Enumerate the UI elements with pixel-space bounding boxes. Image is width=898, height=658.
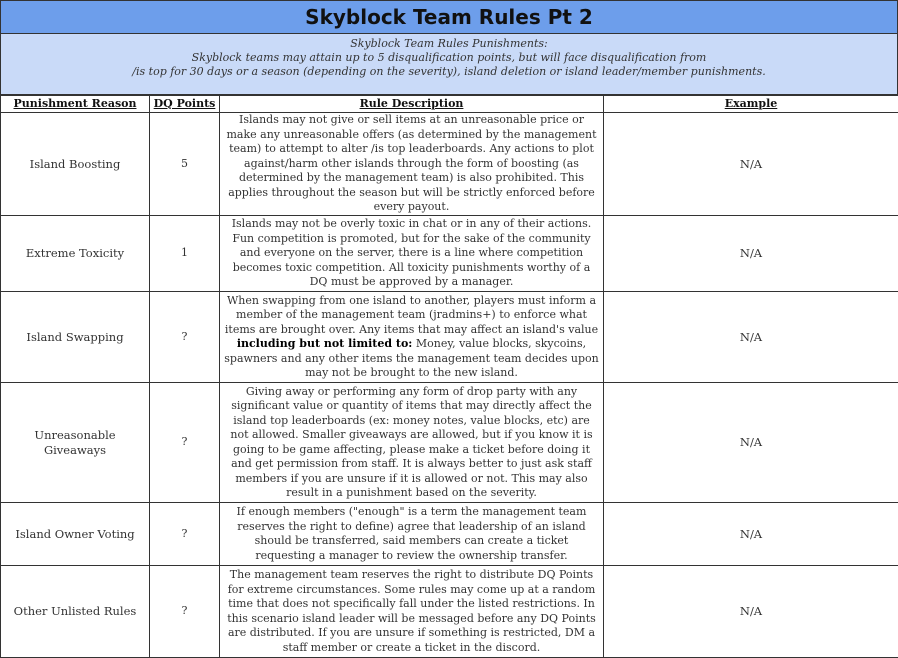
reason-cell[interactable]: Extreme Toxicity xyxy=(1,216,150,292)
points-cell[interactable]: ? xyxy=(150,566,220,658)
example-cell[interactable]: N/A xyxy=(604,292,898,383)
description-cell[interactable] xyxy=(220,292,604,383)
description-cell[interactable]: If enough members ("enough" is a term the management team reserves the right to define) agree that leadership of an island should be transferred, said members can create a ticket requesting a manager to review the ownership transfer. xyxy=(220,503,604,566)
header-punishment-reason[interactable]: Punishment Reason xyxy=(1,96,150,113)
subtitle-line-2: Skyblock teams may attain up to 5 disqualification points, but will face disqualification from xyxy=(191,51,707,64)
header-rule-description[interactable]: Rule Description xyxy=(220,96,604,113)
table-row xyxy=(1,503,898,566)
subtitle-block xyxy=(0,34,898,95)
example-cell[interactable]: N/A xyxy=(604,216,898,292)
reason-cell[interactable]: Other Unlisted Rules xyxy=(1,566,150,658)
example-cell[interactable]: N/A xyxy=(604,113,898,216)
sheet-title: Skyblock Team Rules Pt 2 xyxy=(0,0,898,34)
reason-cell[interactable]: Island Swapping xyxy=(1,292,150,383)
table-row xyxy=(1,292,898,383)
description-text: When swapping from one island to another, players must inform a member of the management team (jradmins+) to enforce what items are brought over. Any items that may affect an island's value xyxy=(224,293,599,336)
example-cell[interactable]: N/A xyxy=(604,383,898,503)
points-cell[interactable]: 5 xyxy=(150,113,220,216)
table-row xyxy=(1,216,898,292)
header-row xyxy=(1,96,898,113)
table-row xyxy=(1,566,898,658)
description-text: Money, value blocks, skycoins, spawners and any other items the management team decides upon may not be brought to the new island. xyxy=(224,337,599,379)
subtitle-heading: Skyblock Team Rules Punishments: xyxy=(350,37,548,50)
rules-table xyxy=(0,95,898,658)
header-dq-points[interactable]: DQ Points xyxy=(150,96,220,113)
description-cell[interactable]: Islands may not be overly toxic in chat or in any of their actions. Fun competition is promoted, but for the sake of the community and everyone on the server, there is a line where competition becomes toxic competition. All toxicity punishments worthy of a DQ must be approved by a manager. xyxy=(220,216,604,292)
table-row xyxy=(1,383,898,503)
subtitle-line-3: /is top for 30 days or a season (depending on the severity), island deletion or island leader/member punishments. xyxy=(132,65,766,78)
header-example[interactable]: Example xyxy=(604,96,898,113)
points-cell[interactable]: ? xyxy=(150,503,220,566)
description-cell[interactable]: The management team reserves the right to distribute DQ Points for extreme circumstances. Some rules may come up at a random time that does not specifically fall under the listed restrictions. In this scenario island leader will be messaged before any DQ Points are distributed. If you are unsure if something is restricted, DM a staff member or create a ticket in the discord. xyxy=(220,566,604,658)
example-cell[interactable]: N/A xyxy=(604,503,898,566)
example-cell[interactable]: N/A xyxy=(604,566,898,658)
table-row xyxy=(1,113,898,216)
reason-cell[interactable]: Island Boosting xyxy=(1,113,150,216)
reason-cell[interactable]: Island Owner Voting xyxy=(1,503,150,566)
reason-cell[interactable]: Unreasonable Giveaways xyxy=(1,383,150,503)
description-cell[interactable]: Giving away or performing any form of drop party with any significant value or quantity of items that may directly affect the island top leaderboards (ex: money notes, value blocks, etc) are not allowed. Smaller giveaways are allowed, but if you know it is going to be game affecting, please make a ticket before doing it and get permission from staff. It is always better to just ask staff members if you are unsure if it is allowed or not. This may also result in a punishment based on the severity. xyxy=(220,383,604,503)
description-cell[interactable]: Islands may not give or sell items at an unreasonable price or make any unreasonable offers (as determined by the management team) to attempt to alter /is top leaderboards. Any actions to plot against/harm other islands through the form of boosting (as determined by the management team) is also prohibited. This applies throughout the season but will be strictly enforced before every payout. xyxy=(220,113,604,216)
description-bold-text: including but not limited to: xyxy=(236,337,413,350)
points-cell[interactable]: ? xyxy=(150,292,220,383)
points-cell[interactable]: ? xyxy=(150,383,220,503)
points-cell[interactable]: 1 xyxy=(150,216,220,292)
